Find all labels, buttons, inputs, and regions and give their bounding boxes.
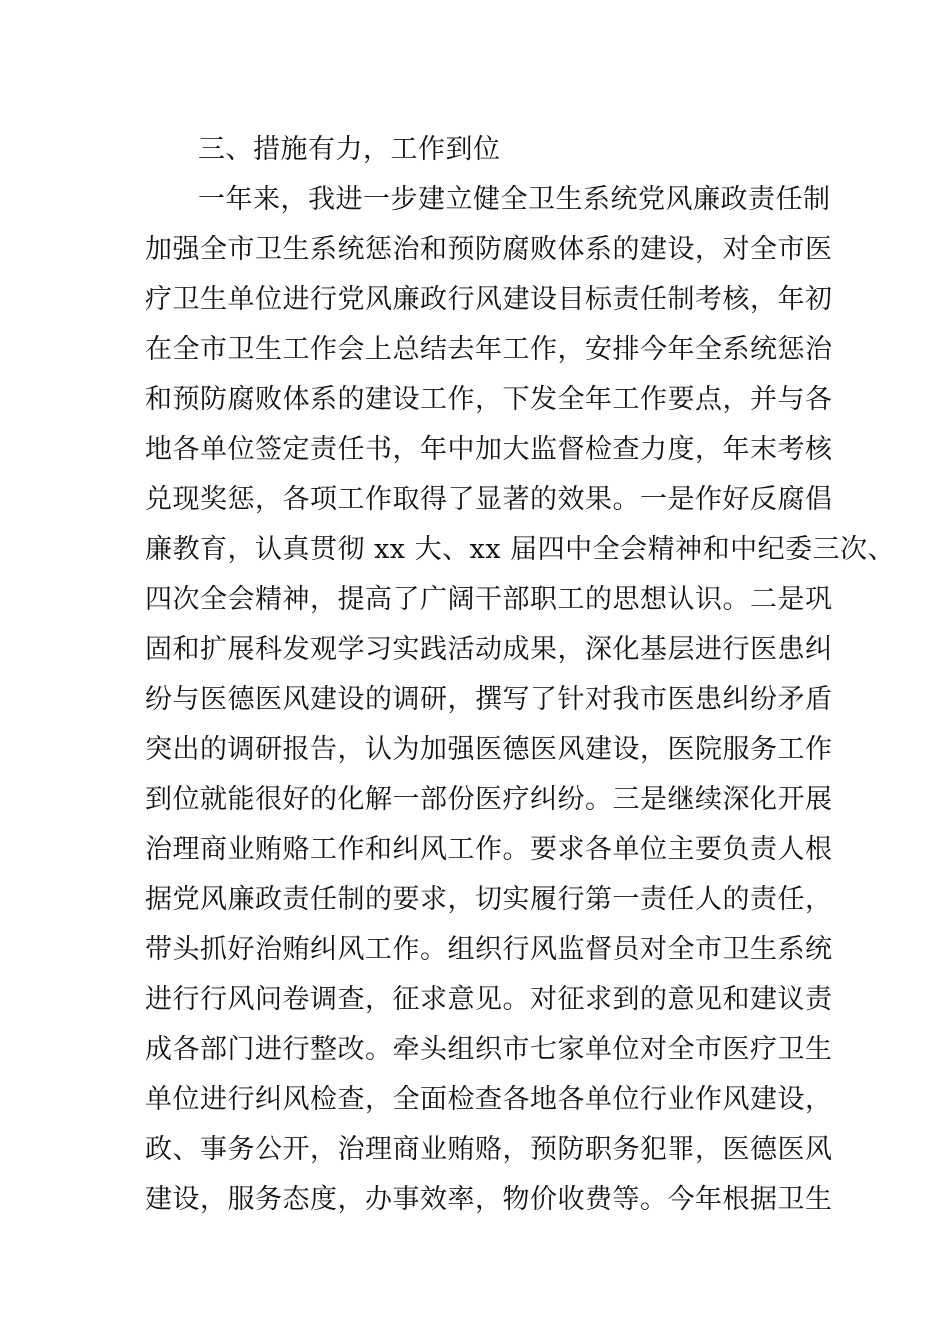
paragraph-line: 和预防腐败体系的建设工作，下发全年工作要点，并与各: [145, 384, 833, 415]
paragraph-line: 地各单位签定责任书，年中加大监督检查力度，年末考核: [145, 434, 833, 465]
paragraph-line: 政、事务公开，治理商业贿赂，预防职务犯罪，医德医风: [145, 1134, 833, 1165]
paragraph-line: 纷与医德医风建设的调研，撰写了针对我市医患纠纷矛盾: [145, 684, 833, 715]
paragraph-line: 带头抓好治贿纠风工作。组织行风监督员对全市卫生系统: [145, 934, 833, 965]
paragraph-line: 据党风廉政责任制的要求，切实履行第一责任人的责任，: [145, 884, 833, 915]
paragraph-line: 加强全市卫生系统惩治和预防腐败体系的建设，对全市医: [145, 234, 833, 265]
paragraph-line: 一年来，我进一步建立健全卫生系统党风廉政责任制: [198, 184, 831, 215]
paragraph-line: 固和扩展科发观学习实践活动成果，深化基层进行医患纠: [145, 634, 833, 665]
paragraph-line: 到位就能很好的化解一部份医疗纠纷。三是继续深化开展: [145, 784, 833, 815]
paragraph-line: 四次全会精神，提高了广阔干部职工的思想认识。二是巩: [145, 584, 833, 615]
paragraph-line: 单位进行纠风检查，全面检查各地各单位行业作风建设，: [145, 1084, 833, 1115]
paragraph-line: 治理商业贿赂工作和纠风工作。要求各单位主要负责人根: [145, 834, 833, 865]
paragraph-line: 进行行风问卷调查，征求意见。对征求到的意见和建议责: [145, 984, 833, 1015]
paragraph-line: 廉教育，认真贯彻 xx 大、xx 届四中全会精神和中纪委三次、: [145, 534, 896, 565]
paragraph-line: 疗卫生单位进行党风廉政行风建设目标责任制考核，年初: [145, 284, 833, 315]
paragraph-line: 突出的调研报告，认为加强医德医风建设，医院服务工作: [145, 734, 833, 765]
paragraph-line: 建设，服务态度，办事效率，物价收费等。今年根据卫生: [145, 1184, 833, 1215]
paragraph-line: 成各部门进行整改。牵头组织市七家单位对全市医疗卫生: [145, 1034, 833, 1065]
paragraph-line: 兑现奖惩，各项工作取得了显著的效果。一是作好反腐倡: [145, 484, 833, 515]
paragraph-line: 在全市卫生工作会上总结去年工作，安排今年全系统惩治: [145, 334, 833, 365]
section-heading: 三、措施有力，工作到位: [198, 134, 501, 165]
